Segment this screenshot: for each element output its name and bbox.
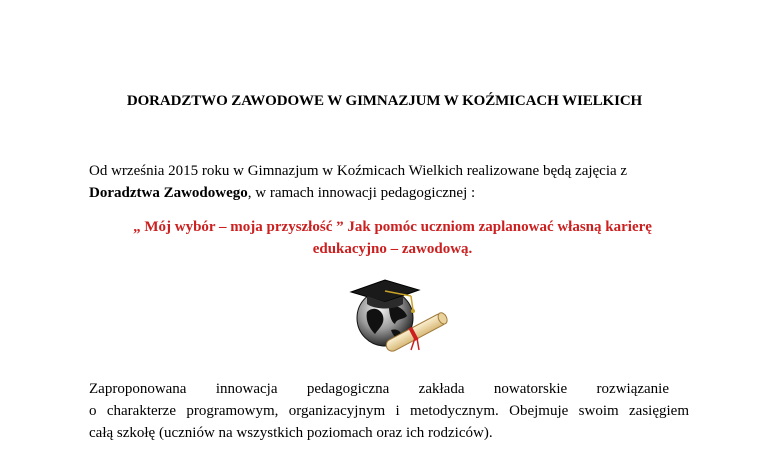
- motto-line-2: edukacyjno – zawodową.: [312, 241, 473, 257]
- description-paragraph: [89, 378, 689, 444]
- intro-bold-term: Doradztwa Zawodowego: [89, 185, 248, 201]
- intro-paragraph: [89, 160, 689, 204]
- graduation-globe-diploma-icon: [345, 276, 455, 356]
- intro-line-2-rest: , w ramach innowacji pedagogicznej :: [247, 185, 476, 201]
- intro-line-1: Od września 2015 roku w Gimnazjum w Koźmicach Wielkich realizowane będą zajęcia z: [89, 163, 628, 179]
- description-line-1: Zaproponowana innowacja pedagogiczna zakłada nowatorskie rozwiązanie: [89, 381, 669, 397]
- description-line-2: o charakterze programowym, organizacyjnym i metodycznym. Obejmuje swoim zasięgiem: [89, 403, 689, 419]
- description-line-3: całą szkołę (uczniów na wszystkich poziomach oraz ich rodziców).: [89, 425, 493, 441]
- page-title: DORADZTWO ZAWODOWE W GIMNAZJUM W KOŹMICACH WIELKICH: [126, 93, 643, 109]
- motto-heading: [100, 216, 685, 260]
- motto-line-1: „ Mój wybór – moja przyszłość ” Jak pomóc uczniom zaplanować własną karierę: [133, 219, 652, 235]
- intro-line-2: [89, 182, 689, 204]
